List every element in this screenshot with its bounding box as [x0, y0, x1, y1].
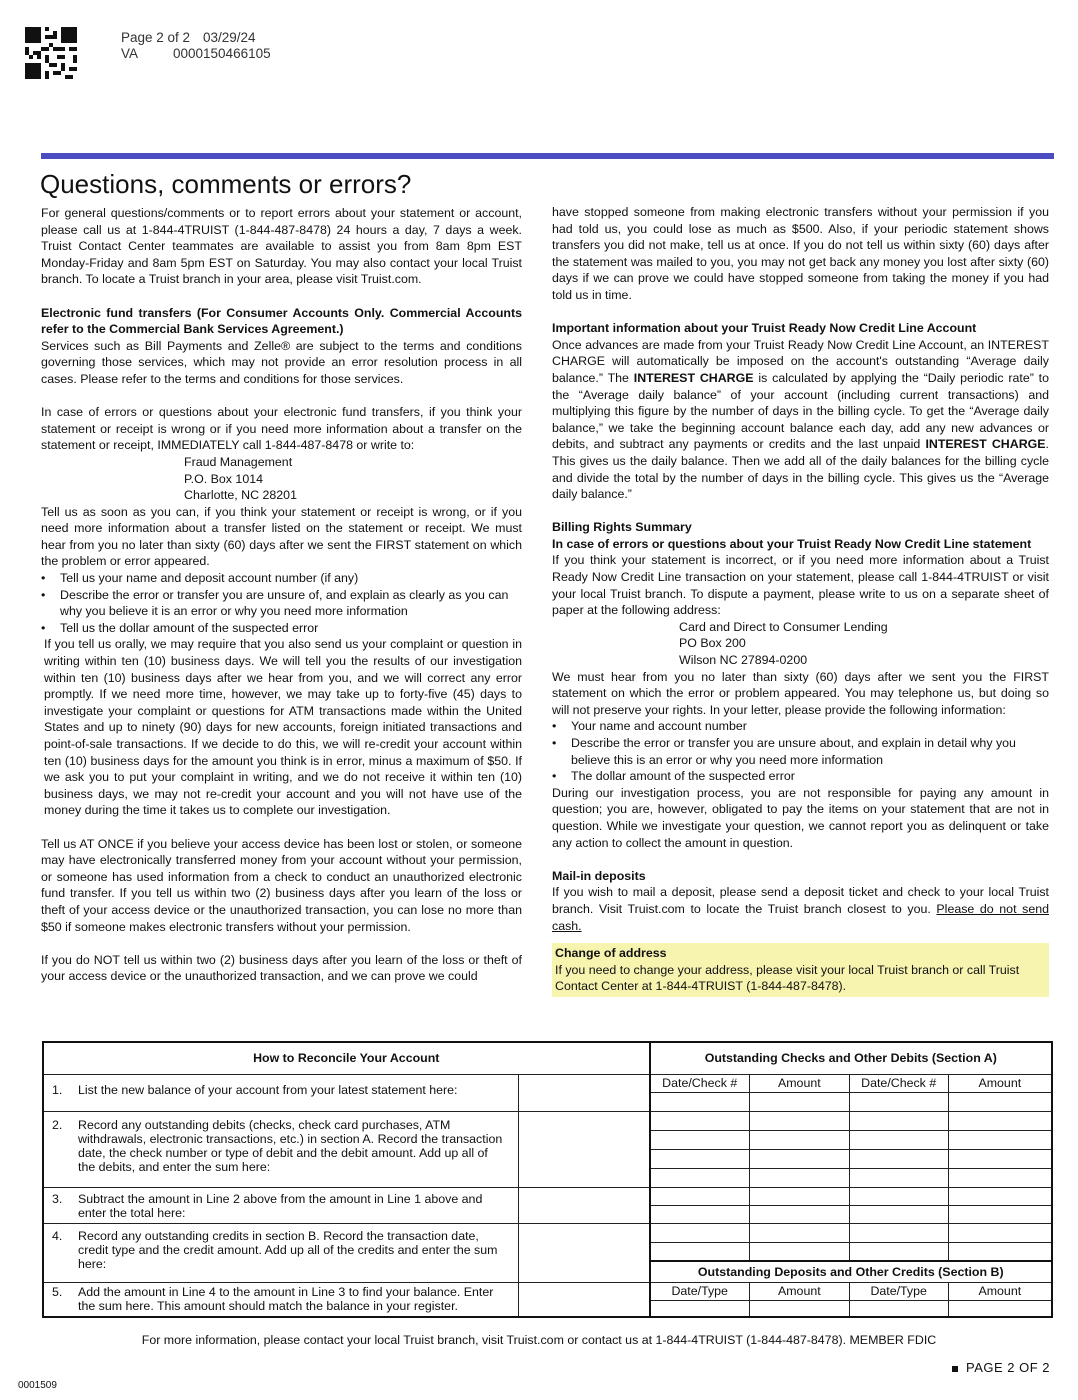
- section-a-cell[interactable]: [849, 1149, 948, 1168]
- list-item: • Tell us the dollar amount of the suspected error: [41, 620, 522, 637]
- do-not-tell-text: If you do NOT tell us within two (2) business days after you learn of the loss or theft of your access device or the unauthorized transaction, and we can prove we could: [41, 952, 522, 984]
- section-b-col-header: Date/Type: [849, 1282, 948, 1300]
- section-b-heading: Outstanding Deposits and Other Credits (Section B): [650, 1261, 1052, 1282]
- account-code: 0000150466105: [173, 46, 271, 61]
- section-a-col-header: Amount: [749, 1074, 849, 1092]
- reconcile-step-1: 1. List the new balance of your account from your latest statement here:: [43, 1074, 519, 1111]
- mail-in-text: If you wish to mail a deposit, please send a deposit ticket and check to your local Truist branch. Visit Truist.com to locate the Truist branch closest to you. Please do not send cash.: [552, 885, 1049, 933]
- interest-charge-term: INTEREST CHARGE: [633, 370, 754, 385]
- section-a-cell[interactable]: [948, 1149, 1052, 1168]
- section-a-cell[interactable]: [948, 1168, 1052, 1187]
- section-a-cell[interactable]: [650, 1223, 750, 1242]
- section-a-cell[interactable]: [749, 1092, 849, 1111]
- change-of-address-heading: Change of address: [555, 946, 667, 961]
- section-a-col-header: Amount: [948, 1074, 1052, 1092]
- section-a-cell[interactable]: [948, 1223, 1052, 1242]
- section-a-cell[interactable]: [650, 1111, 750, 1130]
- lending-address-line: PO Box 200: [679, 636, 746, 651]
- header-divider: [41, 153, 1054, 159]
- section-a-cell[interactable]: [948, 1092, 1052, 1111]
- section-a-cell[interactable]: [650, 1149, 750, 1168]
- billing-rights-subheading: In case of errors or questions about your Truist Ready Now Credit Line statement: [552, 536, 1032, 551]
- general-questions-text: For general questions/comments or to report errors about your statement or account, please call us at 1-844-4TRUIST (1-844-487-8478) 24 hours a day, 7 days a week. Truist Contact Center teammates are available to assist you from 8am 8pm EST Monday-Friday and 8am 5pm EST on Saturday. You may also contact your local Truist branch. To locate a Truist branch in your area, please visit Truist.com.: [41, 206, 522, 287]
- lending-address-line: Wilson NC 27894-0200: [679, 653, 808, 668]
- list-item: • The dollar amount of the suspected error: [552, 768, 1049, 785]
- section-b-cell[interactable]: [650, 1300, 750, 1317]
- services-text: Services such as Bill Payments and Zelle® are subject to the terms and conditions governing those services, which may not provide an error resolution process in all cases. Please refer to the terms and conditions for those services.: [41, 338, 522, 386]
- mail-in-heading: Mail-in deposits: [552, 868, 646, 883]
- reconcile-heading: How to Reconcile Your Account: [43, 1042, 650, 1074]
- section-a-cell[interactable]: [650, 1168, 750, 1187]
- square-bullet-icon: [952, 1366, 958, 1372]
- section-b-col-header: Amount: [749, 1282, 849, 1300]
- section-a-cell[interactable]: [948, 1111, 1052, 1130]
- section-a-cell[interactable]: [749, 1168, 849, 1187]
- billing-bullet-list: [552, 718, 1049, 784]
- statement-date: 03/29/24: [203, 30, 256, 45]
- section-a-cell[interactable]: [948, 1242, 1052, 1261]
- step-2-amount-field[interactable]: [519, 1111, 650, 1187]
- page-header: [121, 30, 271, 62]
- fraud-address-line: Fraud Management: [184, 454, 293, 469]
- section-a-cell[interactable]: [849, 1111, 948, 1130]
- right-column: [552, 204, 1049, 997]
- credit-line-text: Once advances are made from your Truist Ready Now Credit Line Account, an INTEREST CHARGE will automatically be imposed on the account's outstanding “Average daily balance.” The INTEREST CHARGE is calculated by applying the “Daily periodic rate” to the “Average daily balance” of your account (including current transactions) and multiplying this figure by the number of days in the billing cycle. To get the “Average daily balance,” we take the beginning account balance each day, add any new advances or debits, and subtract any payments or credits and the last unpaid INTEREST CHARGE. This gives us the daily balance. Then we add all of the daily balances for the billing cycle and divide the total by the number of days in the billing cycle. This gives us the “Average daily balance.”: [552, 337, 1049, 502]
- no-cash-warning: Please do not send cash.: [552, 901, 1049, 933]
- reconcile-step-4: 4. Record any outstanding credits in section B. Record the transaction date, credit type and the credit amount. Add up all of the credits and enter the sum here:: [43, 1223, 519, 1282]
- eft-heading: Electronic fund transfers (For Consumer Accounts Only. Commercial Accounts refer to the Commercial Bank Services Agreement.): [41, 305, 522, 337]
- reconcile-step-2: 2. Record any outstanding debits (checks, check card purchases, ATM withdrawals, electronic transactions, etc.) in section A. Record the transaction date, the check number or type of debit and the debit amount. Add up all of the debits, and enter the sum here:: [43, 1111, 519, 1187]
- section-a-col-header: Date/Check #: [849, 1074, 948, 1092]
- section-a-cell[interactable]: [650, 1187, 750, 1205]
- reconcile-step-5: 5. Add the amount in Line 4 to the amount in Line 3 to find your balance. Enter the sum here. This amount should match the balance in your register.: [43, 1282, 519, 1317]
- section-b-col-header: Date/Type: [650, 1282, 750, 1300]
- fraud-address-line: Charlotte, NC 28201: [184, 488, 297, 503]
- interest-charge-term: INTEREST CHARGE: [925, 437, 1046, 452]
- oral-complaint-text: If you tell us orally, we may require that you also send us your complaint or question in writing within ten (10) business days. We will tell you the results of our investigation within ten (10) business days after we hear from you, and we will correct any error promptly. If we need more time, however, we may take up to forty-five (45) days to investigate your complaint or questions for ATM transactions made within the United States and up to ninety (90) days for new accounts, foreign initiated transactions and point-of-sale transactions. If we decide to do this, we will re-credit your account within ten (10) business days for the amount you think is in error, minus a maximum of $50. If we ask you to put your complaint in writing, and we do not receive it within ten (10) business days, we may not re-credit your account and you will not have use of the money during the time it takes us to complete our investigation.: [44, 637, 522, 818]
- section-b-cell[interactable]: [749, 1300, 849, 1317]
- credit-line-heading: Important information about your Truist Ready Now Credit Line Account: [552, 321, 977, 336]
- fraud-address-line: P.O. Box 1014: [184, 471, 263, 486]
- step-3-amount-field[interactable]: [519, 1187, 650, 1223]
- section-a-cell[interactable]: [948, 1205, 1052, 1223]
- section-a-heading: Outstanding Checks and Other Debits (Section A): [650, 1042, 1052, 1074]
- lending-address-line: Card and Direct to Consumer Lending: [679, 619, 888, 634]
- section-a-cell[interactable]: [650, 1205, 750, 1223]
- section-a-cell[interactable]: [749, 1130, 849, 1149]
- section-a-cell[interactable]: [749, 1149, 849, 1168]
- list-item: • Describe the error or transfer you are unsure of, and explain as clearly as you can why you believe it is an error or why you need more information: [41, 587, 522, 620]
- section-a-cell[interactable]: [849, 1168, 948, 1187]
- page-title: Questions, comments or errors?: [40, 169, 412, 199]
- investigation-text: During our investigation process, you are not responsible for paying any amount in question; you are, however, obligated to pay the items on your statement that are not in question. While we investigate your question, we cannot report you as delinquent or take any action to collect the amount in question.: [552, 785, 1049, 850]
- eft-bullet-list: [41, 570, 522, 636]
- section-a-cell[interactable]: [749, 1223, 849, 1242]
- section-a-cell[interactable]: [650, 1242, 750, 1261]
- state-code: VA: [121, 46, 139, 61]
- reconcile-step-3: 3. Subtract the amount in Line 2 above from the amount in Line 1 above and enter the total here:: [43, 1187, 519, 1223]
- section-a-cell[interactable]: [849, 1223, 948, 1242]
- list-item: • Describe the error or transfer you are unsure about, and explain in detail why you believe this is an error or why you need more information: [552, 735, 1049, 768]
- section-a-cell[interactable]: [749, 1187, 849, 1205]
- section-a-cell[interactable]: [948, 1187, 1052, 1205]
- continued-text: have stopped someone from making electronic transfers without your permission if you had told us, you could lose as much as $500. Also, if your periodic statement shows transfers you did not make, tell us at once. If you do not tell us within sixty (60) days after the statement was mailed to you, you may not get back any money you lost after sixty (60) days if we can prove we could have stopped someone from taking the money if you had told us in time.: [552, 205, 1049, 302]
- section-a-cell[interactable]: [749, 1242, 849, 1261]
- at-once-text: Tell us AT ONCE if you believe your access device has been lost or stolen, or someone may have electronically transferred money from your account without your permission, or someone has used information from a check to conduct an unauthorized electronic fund transfer. If you tell us within two (2) business days after you learn of the loss or theft of your access device or the unauthorized transaction, you can lose no more than $50 if someone makes electronic transfers without your permission.: [41, 836, 522, 934]
- section-a-cell[interactable]: [849, 1242, 948, 1261]
- reconcile-table: [42, 1041, 1053, 1318]
- section-a-cell[interactable]: [749, 1205, 849, 1223]
- section-a-cell[interactable]: [650, 1092, 750, 1111]
- step-5-amount-field[interactable]: [519, 1282, 650, 1317]
- section-a-cell[interactable]: [849, 1205, 948, 1223]
- section-a-cell[interactable]: [849, 1187, 948, 1205]
- step-1-amount-field[interactable]: [519, 1074, 650, 1111]
- left-column: [41, 205, 522, 985]
- section-a-cell[interactable]: [948, 1130, 1052, 1149]
- section-b-cell[interactable]: [849, 1300, 948, 1317]
- tell-us-text: Tell us as soon as you can, if you think your statement or receipt is wrong, or if you need more information about a transfer listed on the statement or receipt. We must hear from you no later than sixty (60) days after we sent the FIRST statement on which the problem or error appeared.: [41, 504, 522, 569]
- section-a-cell[interactable]: [849, 1092, 948, 1111]
- section-b-col-header: Amount: [948, 1282, 1052, 1300]
- footer-contact-text: For more information, please contact your local Truist branch, visit Truist.com or contact us at 1-844-4TRUIST (1-844-487-8478). MEMBER FDIC: [141, 1333, 937, 1347]
- qr-code-image: [25, 27, 77, 79]
- dispute-text: If you think your statement is incorrect, or if you need more information about a Truist Ready Now Credit Line transaction on your statement, please call 1-844-4TRUIST or visit your local Truist branch. To dispute a payment, please write to us on a separate sheet of paper at the following address:: [552, 553, 1049, 618]
- eft-errors-text: In case of errors or questions about your electronic fund transfers, if you think your statement or receipt is wrong or if you need more information about a transfer on the statement or receipt, IMMEDIATELY call 1-844-487-8478 or write to:: [41, 405, 522, 453]
- change-of-address-box: [552, 943, 1049, 997]
- change-of-address-text: If you need to change your address, please visit your local Truist branch or call Truist Contact Center at 1-844-4TRUIST (1-844-487-8478).: [555, 962, 1020, 994]
- section-b-cell[interactable]: [948, 1300, 1052, 1317]
- page-number: Page 2 of 2: [121, 30, 191, 45]
- section-a-col-header: Date/Check #: [650, 1074, 750, 1092]
- page-footer: PAGE 2 OF 2: [952, 1360, 1050, 1375]
- document-code: 0001509: [18, 1380, 57, 1391]
- billing-rights-heading: Billing Rights Summary: [552, 520, 692, 535]
- section-a-cell[interactable]: [650, 1130, 750, 1149]
- must-hear-text: We must hear from you no later than sixty (60) days after we sent you the FIRST statement on which the error or problem appeared. You may telephone us, but doing so will not preserve your rights. In your letter, please provide the following information:: [552, 669, 1049, 717]
- section-a-cell[interactable]: [849, 1130, 948, 1149]
- step-4-amount-field[interactable]: [519, 1223, 650, 1282]
- list-item: • Tell us your name and deposit account number (if any): [41, 570, 522, 587]
- list-item: • Your name and account number: [552, 718, 1049, 735]
- section-a-cell[interactable]: [749, 1111, 849, 1130]
